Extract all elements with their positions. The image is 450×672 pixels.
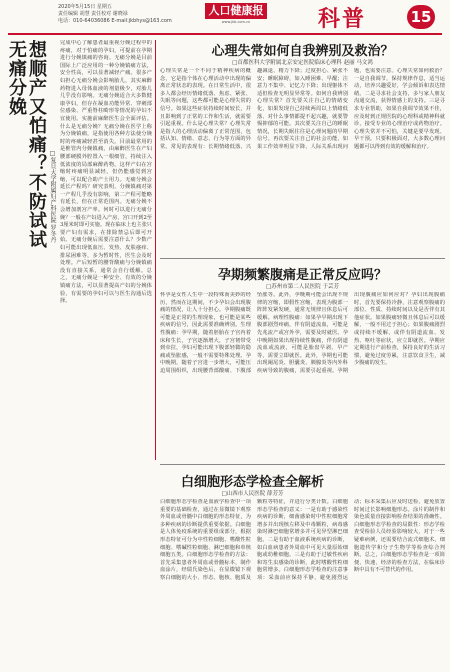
left-article-byline: □复旦大学附属妇产科医院 罗冬丹 — [49, 150, 56, 243]
mid-article-title: 孕期频繁腹痛是正常反应吗？ — [217, 268, 387, 283]
left-article-title: 想顺产又怕痛？不防试试无痛分娩 — [6, 40, 47, 249]
top-article-title: 心理失常如何自我辨别及救治？ — [211, 44, 394, 59]
bottom-article-title: 白细胞形态学检查全解析 — [180, 475, 324, 490]
section-title: 科普 — [318, 7, 367, 32]
bottom-article-byline: □山西市人民医院 薛芳芳 — [221, 491, 284, 497]
editor-line: 责任编辑 胡慧 责任校对 谢晓禄 — [58, 11, 128, 17]
left-article-body — [60, 40, 152, 666]
section-divider — [160, 464, 445, 465]
left-article-text: 完成中心了解患者最重视分娩过程中的疼痛，对于怕痛的孕妇，可提前在孕期进行分娩镇痛的咨询。无痛分娩是目前国际上广泛应用的一种分娩镇痛方法，安全性高，可以显著减轻产痛。很多产妇担心无痛分娩会影响胎儿，其实麻醉药物进入母体血液的剂量极少，对胎儿几乎没有影响。无痛分娩适合大多数健康孕妇，但存在凝血功能异常、穿刺部位感染、严重脊柱畸形等情况的孕妇不宜使用。实施前麻醉医生会全面评估。什么是无痛分娩？无痛分娩在医学上称为分娩镇痛，是指使用各种方法使分娩时的疼痛减轻甚至消失。目前最常用的是椎管内分娩镇痛，由麻醉医生在产妇腰部硬膜外腔置入一根细管，持续注入低浓度的局部麻醉药物。这样产妇在宫缩时疼痛明显减轻，但仍能感觉到宫缩，可以配合助产士用力。无痛分娩会延长产程吗？研究表明，分娩镇痛对第一产程几乎没有影响，第二产程可能略有延长，但在正常范围内。无痛分娩不会增加剖宫产率。何时可以进行无痛分娩？一般在产妇进入产房、宫口开到2至3厘米时即可实施。现在临床上也主张只要产妇有需求，在排除禁忌后即可开始。无痛分娩后需要注意什么？少数产妇可能出现低血压、发热、皮肤瘙痒、排尿困难等，多为暂时性，医生会及时处理。产后短暂的腰背酸痛与分娩镇痛没有直接关系，通常会自行缓解。总之，无痛分娩是一种安全、有效的分娩镇痛方法，可以显著提高产妇的分娩体验，有需要的孕妇可以与医生沟通后选择。 — [60, 40, 152, 305]
top-article-byline: □首都医科大学附属北京安定医院临床心理科 赵丽 马文鸿 — [232, 60, 373, 66]
mid-article-body — [160, 292, 445, 460]
page-number: 15 — [407, 5, 435, 29]
header-rule — [8, 33, 442, 35]
masthead — [0, 0, 450, 34]
top-article-text: 心理失常是一个不同于精神疾病的概念，它是指个体在心理活动中出现的偏离正常状态的表现。在日常生活中，很多人都会经历情绪低落、焦虑、紧张、失眠等问题，这些都可能是心理失常的信号。如果这些症状持续时间较长，并且影响到了正常的工作和生活，就需要引起重视。什么是心理失常？心理失常是指人的心理活动偏离了正常范围，包括认知、情绪、意志、行为等方面的异常。常见的表现有：长期情绪低落、兴趣减退、精力下降；过度担心、紧张不安；睡眠障碍，如入睡困难、早醒；注意力不集中、记忆力下降；出现躯体不适但检查无明显异常等。如何自我辨别心理失常？首先要关注自己的情绪变化，如果发现自己持续两周以上情绪低落、对什么事情都提不起兴趣，就要警惕抑郁的可能。其次要关注自己的睡眠情况，长期失眠往往是心理问题的早期信号。再次要关注自己的社会功能，如果工作效率明显下降、人际关系出现问题，也需要注意。心理失常如何救治？一是自我调节，保持规律作息，适当运动，培养兴趣爱好，学会倾诉和表达情绪。二是寻求社会支持，多与家人朋友沟通交流，获得情感上的支持。三是寻求专业帮助，如果自我调节效果不佳，应及时到正规医院的心理科或精神科就诊，接受专业的心理治疗或药物治疗。心理失常并不可怕，关键是要早发现、早干预。只要积极面对，大多数心理问题都可以得到有效的缓解和治疗。 — [160, 68, 445, 150]
contact-line: 电话：010-64036086 E-mail:jkbhys@163.com — [58, 18, 172, 24]
mid-article-byline: □苏州市第二人民医院 于芸芳 — [266, 284, 339, 290]
mid-article-text: 怀孕是女性人生中一段特殊而美妙的经历，然而在这期间，不少孕妇会出现腹痛的情况，让人十分担心。孕期腹痛既可能是正常的生理现象，也可能是某些疾病的信号，因此需要准确辨别。生理性腹痛：孕早期，随着胚胎在子宫内着床和生长，子宫逐渐增大，子宫韧带受到牵拉，孕妇可能出现下腹部轻微的隐痛或坠胀感，一般不需要特殊处理。孕中晚期，随着子宫进一步增大，可能压迫周围组织，出现腰背部酸痛、下腹部坠胀等。此外，孕晚期可能会出现不规律的宫缩，即假性宫缩，表现为腹部一阵阵发紧发硬，通常无规律且休息后可缓解。病理性腹痛：如果孕早期出现下腹部剧烈疼痛，伴有阴道流血，可能是先兆流产或宫外孕，需要及时就医。孕中晚期如果出现持续性腹痛，伴有阴道流血或流液，可能是胎盘早剥、早产等，需要立即就医。此外，孕期也可能出现阑尾炎、胆囊炎、胰腺炎等内外科疾病导致的腹痛，需要引起重视。孕期出现腹痛应如何应对？孕妇出现腹痛时，首先要保持冷静，注意观察腹痛的部位、性质、持续时间以及是否伴有其他症状。如果腹痛轻微且休息后可以缓解，一般不用过于担心；如果腹痛剧烈或持续不缓解，或伴有阴道流血、发热、呕吐等症状，应立即就医。孕期应定期进行产前检查，保持良好的生活习惯，避免过度劳累，注意饮食卫生，减少腹痛的发生。 — [160, 292, 445, 374]
column-divider — [155, 40, 156, 460]
bottom-article-body — [160, 499, 445, 667]
top-article-body — [160, 68, 445, 254]
section-divider — [160, 258, 445, 259]
masthead-info — [58, 4, 172, 25]
bottom-article-text: 白细胞形态学检查是血液学检查中一项重要的基础检查，通过在显微镜下观察外周血或骨髓中白细胞的形态特征，为多种疾病的诊断提供重要依据。白细胞是人体免疫系统的重要组成部分，根据形态特征可分为中性粒细胞、嗜酸性粒细胞、嗜碱性粒细胞、淋巴细胞和单核细胞五类。白细胞形态学检查的方法：首先采集患者外周血或骨髓标本，制作血涂片，经瑞氏染色后，在显微镜下观察白细胞的大小、形态、胞核、胞质及颗粒等特征，并进行分类计数。白细胞形态学检查的意义：一是有助于感染性疾病的诊断，细菌感染时中性粒细胞常增多并出现核左移及中毒颗粒，病毒感染时淋巴细胞常增多并可见异型淋巴细胞。二是有助于血液系统疾病的诊断，如白血病患者外周血中可见大量原始细胞或幼稚细胞。三是有助于过敏性疾病和寄生虫感染的诊断，此时嗜酸性粒细胞常增多。白细胞形态学检查的注意事项：采血前应保持平静，避免剧烈运动；标本采集后应及时送检，避免放置时间过长影响细胞形态。涂片的制作和染色质量直接影响检查结果的准确性。白细胞形态学检查的局限性：形态学检查受检验人员经验影响较大，对于一些疑难病例，还需要结合流式细胞术、细胞遗传学和分子生物学等检查综合判断。总之，白细胞形态学检查是一项简便、快速、经济的检查方法，在临床诊断中具有不可替代的作用。 — [160, 499, 445, 581]
newspaper-url: www.jkb.com.cn — [221, 20, 251, 24]
newspaper-logo: 人口健康报 — [205, 3, 267, 19]
issue-date: 2020年5月15日 星期五 — [58, 4, 112, 10]
